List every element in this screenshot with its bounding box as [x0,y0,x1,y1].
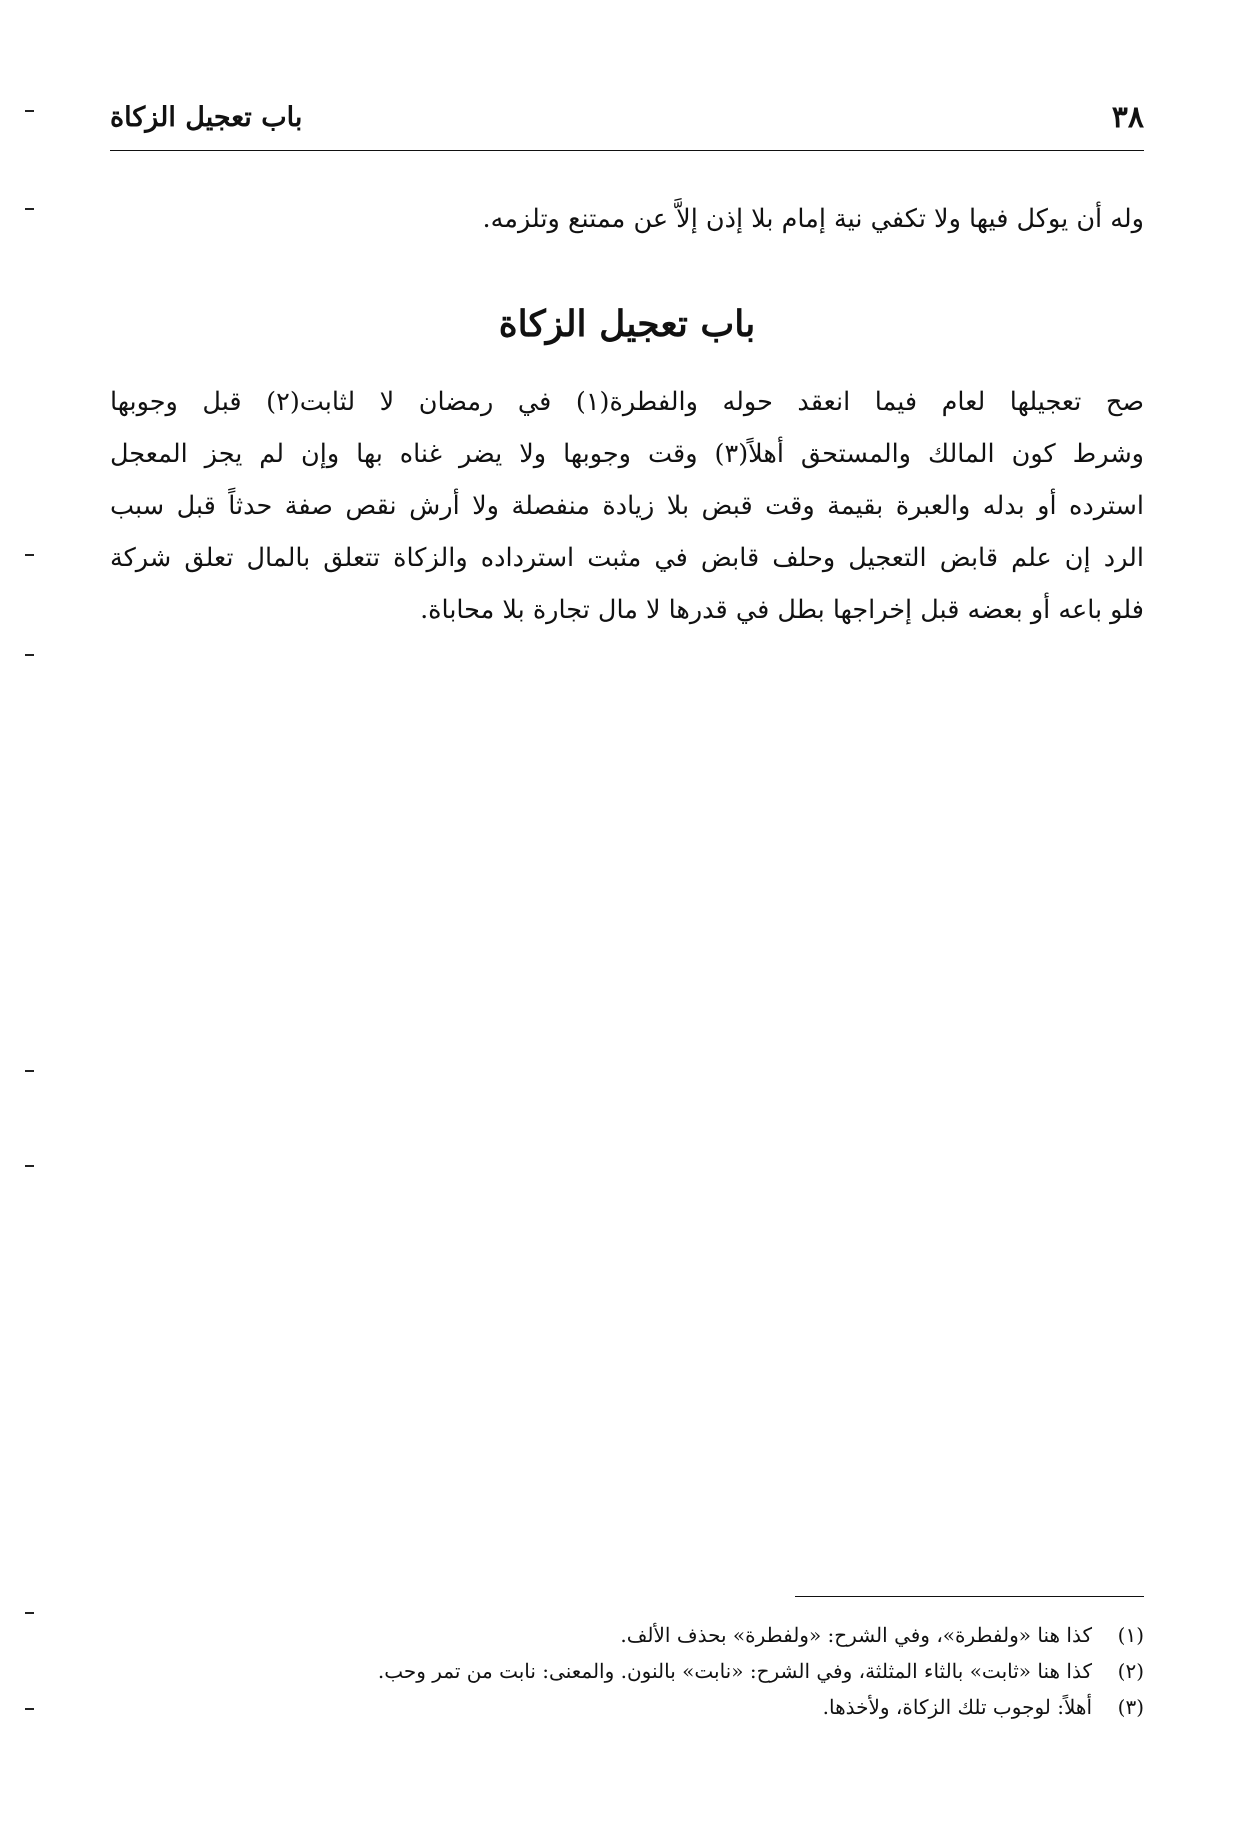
scan-margin-mark [25,1165,34,1167]
scan-margin-mark [25,208,34,210]
footnote-3 [823,1697,1144,1717]
intro-line: وله أن يوكل فيها ولا تكفي نية إمام بلا إذن إلاَّ عن ممتنع وتلزمه. [482,204,1144,234]
scan-margin-mark [25,1070,34,1072]
paragraph-line: صح تعجيلها لعام فيما انعقد حوله والفطرة(١) في رمضان لا لثابت(٢) قبل وجوبها [110,387,1144,417]
scan-margin-mark [25,110,34,112]
paragraph-line: استرده أو بدله والعبرة بقيمة وقت قبض بلا زيادة منفصلة ولا أرش نقص صفة حدثاً قبل سبب [110,491,1144,521]
footnote-1 [620,1625,1144,1645]
footnote-separator [795,1596,1144,1597]
paragraph-line: فلو باعه أو بعضه قبل إخراجها بطل في قدرها لا مال تجارة بلا محاباة. [420,595,1144,625]
chapter-heading: باب تعجيل الزكاة [498,303,756,345]
paragraph-line: الرد إن علم قابض التعجيل وحلف قابض في مثبت استرداده والزكاة تتعلق بالمال تعلق شركة [110,543,1144,573]
footnote-number: (٢) [1117,1659,1144,1683]
paragraph-line: وشرط كون المالك والمستحق أهلاً(٣) وقت وجوبها ولا يضر غناه بها وإن لم يجز المعجل [110,439,1144,469]
header-rule [110,150,1144,151]
scan-margin-mark [25,654,34,656]
scan-margin-mark [25,1612,34,1614]
footnote-number: (٣) [1117,1695,1144,1719]
running-title: باب تعجيل الزكاة [110,102,303,133]
scan-margin-mark [25,554,34,556]
footnote-text: كذا هنا «ثابت» بالثاء المثلثة، وفي الشرح: «نابت» بالنون. والمعنى: نابت من تمر وحب. [377,1659,1092,1683]
footnote-2 [378,1661,1144,1681]
footnote-number: (١) [1117,1623,1144,1647]
page-number: ٣٨ [1111,100,1144,135]
page-header [110,100,1144,144]
footnote-text: أهلاً: لوجوب تلك الزكاة، ولأخذها. [822,1695,1092,1719]
footnote-text: كذا هنا «ولفطرة»، وفي الشرح: «ولفطرة» بحذف الألف. [620,1623,1092,1647]
scan-margin-mark [25,1708,34,1710]
